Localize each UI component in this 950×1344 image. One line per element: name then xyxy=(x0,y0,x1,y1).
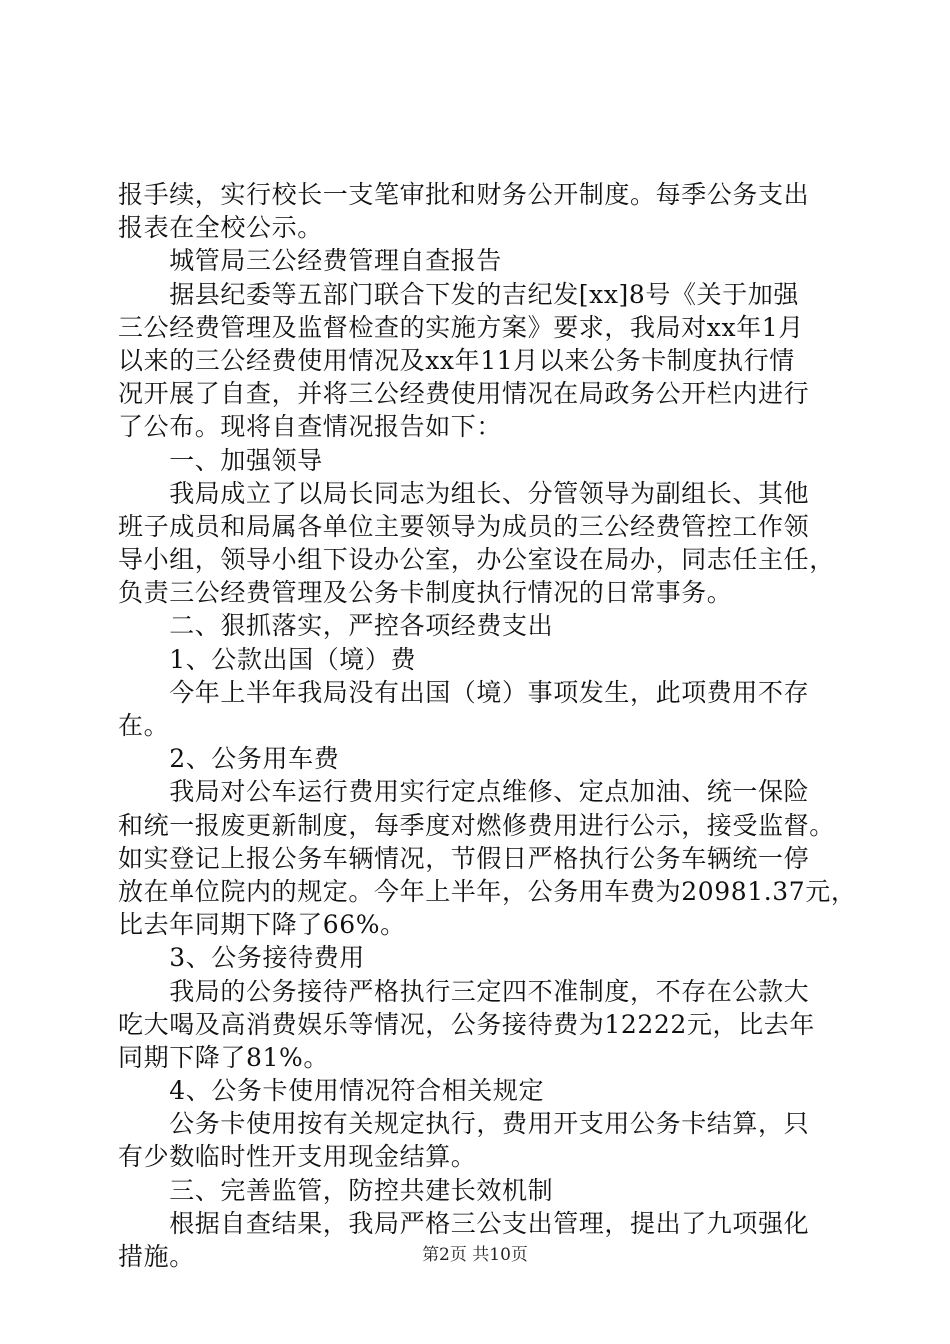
text-line: 和统一报废更新制度，每季度对燃修费用进行公示，接受监督。 xyxy=(118,810,835,840)
text-line: 导小组，领导小组下设办公室，办公室设在局办，同志任主任， xyxy=(118,545,835,575)
report-title: 城管局三公经费管理自查报告 xyxy=(118,246,503,276)
text-line: 据县纪委等五部门联合下发的吉纪发[xx]8号《关于加强 xyxy=(118,279,800,309)
text-line: 如实登记上报公务车辆情况，节假日严格执行公务车辆统一停 xyxy=(118,843,810,873)
text-line: 我局成立了以局长同志为组长、分管领导为副组长、其他 xyxy=(118,478,810,508)
text-line: 班子成员和局属各单位主要领导为成员的三公经费管控工作领 xyxy=(118,511,810,541)
text-line: 比去年同期下降了66%。 xyxy=(118,910,406,940)
subsection-heading: 3、公务接待费用 xyxy=(118,943,365,973)
text-line: 以来的三公经费使用情况及xx年11月以来公务卡制度执行情 xyxy=(118,345,795,375)
text-line: 同期下降了81%。 xyxy=(118,1042,329,1072)
text-line: 在。 xyxy=(118,711,170,740)
text-line: 了公布。现将自查情况报告如下： xyxy=(118,412,503,442)
text-line: 我局对公车运行费用实行定点维修、定点加油、统一保险 xyxy=(118,777,810,807)
text-line: 三公经费管理及监督检查的实施方案》要求，我局对xx年1月 xyxy=(118,312,804,342)
text-line: 今年上半年我局没有出国（境）事项发生，此项费用不存 xyxy=(118,677,810,707)
text-line: 根据自查结果，我局严格三公支出管理，提出了九项强化 xyxy=(118,1208,810,1238)
subsection-heading: 4、公务卡使用情况符合相关规定 xyxy=(118,1076,545,1106)
text-line: 公务卡使用按有关规定执行，费用开支用公务卡结算，只 xyxy=(118,1109,810,1139)
text-line: 况开展了自查，并将三公经费使用情况在局政务公开栏内进行 xyxy=(118,379,810,409)
text-line: 放在单位院内的规定。今年上半年，公务用车费为20981.37元， xyxy=(118,876,857,906)
text-line: 我局的公务接待严格执行三定四不准制度，不存在公款大 xyxy=(118,976,810,1006)
section-heading: 二、狠抓落实，严控各项经费支出 xyxy=(118,611,554,641)
section-heading: 三、完善监管，防控共建长效机制 xyxy=(118,1175,554,1205)
document-body xyxy=(118,178,857,1273)
text-line: 有少数临时性开支用现金结算。 xyxy=(118,1142,477,1172)
text-line: 报表在全校公示。 xyxy=(118,213,323,243)
section-heading: 一、加强领导 xyxy=(118,445,323,475)
page-footer: 第2页 共10页 xyxy=(422,1245,528,1265)
text-line: 报手续，实行校长一支笔审批和财务公开制度。每季公务支出 xyxy=(118,180,810,209)
text-line: 负责三公经费管理及公务卡制度执行情况的日常事务。 xyxy=(118,578,733,608)
subsection-heading: 1、公款出国（境）费 xyxy=(118,644,417,674)
text-line: 吃大喝及高消费娱乐等情况，公务接待费为12222元，比去年 xyxy=(118,1009,815,1039)
subsection-heading: 2、公务用车费 xyxy=(118,744,340,774)
text-line: 措施。 xyxy=(118,1242,195,1271)
